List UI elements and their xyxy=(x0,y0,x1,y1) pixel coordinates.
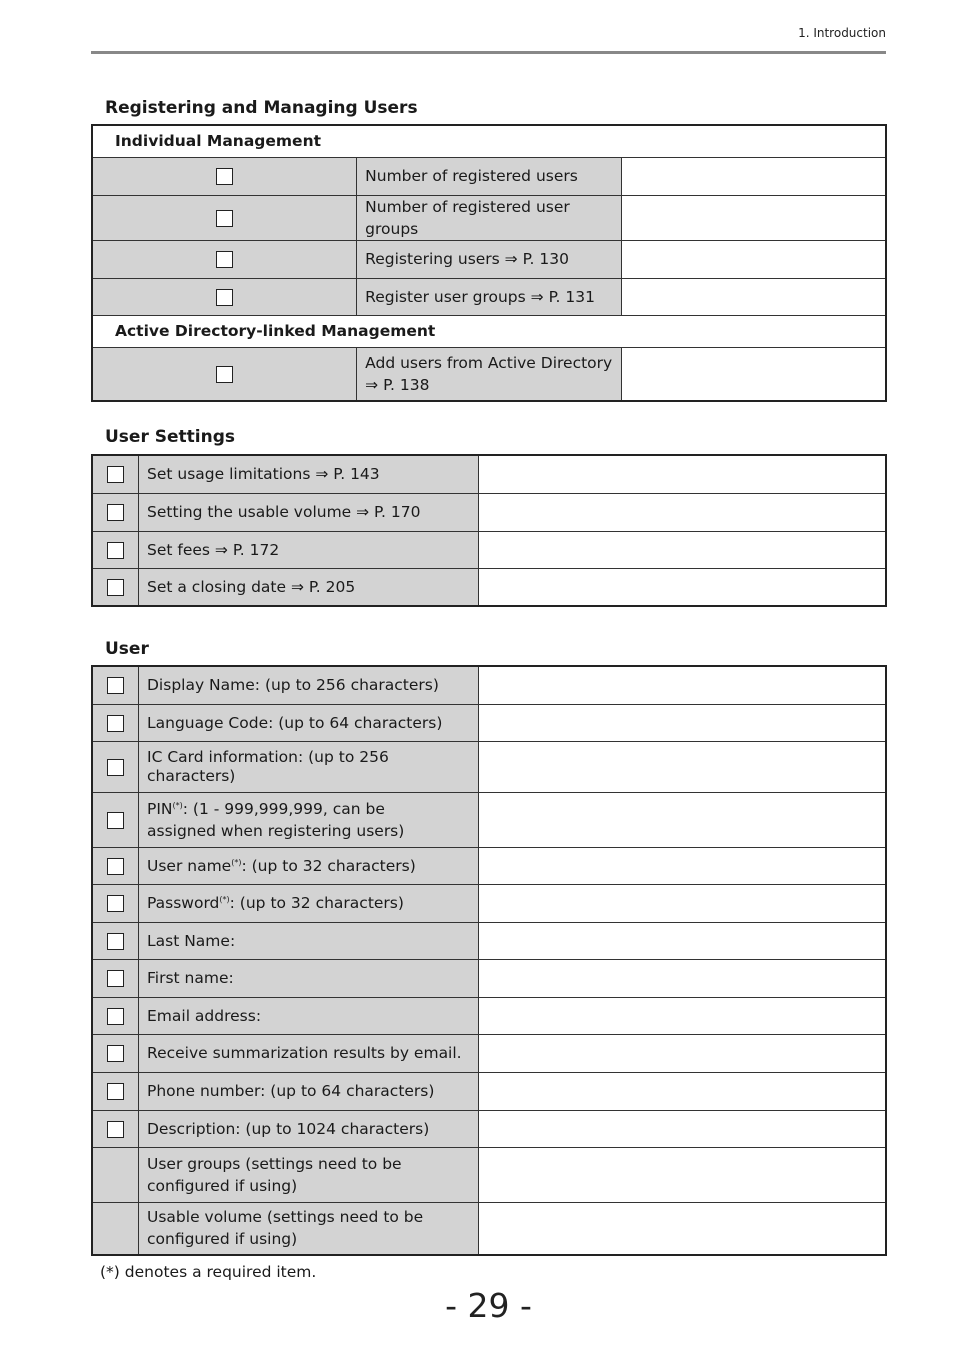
value-field[interactable] xyxy=(479,792,887,847)
value-field[interactable] xyxy=(479,531,887,568)
value-field[interactable] xyxy=(479,741,887,792)
table-row xyxy=(92,455,886,493)
checkbox[interactable] xyxy=(107,1045,124,1062)
value-field[interactable] xyxy=(621,240,886,278)
table-row xyxy=(92,568,886,606)
section-title-user: User xyxy=(105,639,149,659)
table-row xyxy=(92,922,886,959)
registering-table xyxy=(91,124,887,402)
table-row xyxy=(92,997,886,1034)
row-label: IC Card information: (up to 256 characters) xyxy=(139,741,479,792)
checkbox[interactable] xyxy=(107,895,124,912)
row-label: Number of registered users xyxy=(357,157,622,195)
chapter-header: 1. Introduction xyxy=(798,26,886,40)
checkbox[interactable] xyxy=(216,251,233,268)
value-field[interactable] xyxy=(479,997,887,1034)
table-row xyxy=(92,195,886,240)
checkbox[interactable] xyxy=(216,366,233,383)
checkbox[interactable] xyxy=(107,542,124,559)
checkbox[interactable] xyxy=(107,677,124,694)
row-label: Number of registered user groups xyxy=(357,195,622,240)
value-field[interactable] xyxy=(479,1072,887,1110)
row-label: Phone number: (up to 64 characters) xyxy=(139,1072,479,1110)
row-label: Set a closing date ⇒ P. 205 xyxy=(139,568,479,606)
ad-management-heading: Active Directory-linked Management xyxy=(92,315,886,347)
table-row xyxy=(92,666,886,704)
row-label: Register user groups ⇒ P. 131 xyxy=(357,278,622,315)
row-label: Last Name: xyxy=(139,922,479,959)
row-label: Receive summarization results by email. xyxy=(139,1034,479,1072)
row-label: Password(*): (up to 32 characters) xyxy=(139,884,479,922)
page-number: - 29 - xyxy=(445,1286,532,1325)
value-field[interactable] xyxy=(479,568,887,606)
checkbox[interactable] xyxy=(216,289,233,306)
table-row xyxy=(92,1202,886,1255)
required-mark: (*) xyxy=(231,857,242,867)
row-label: Setting the usable volume ⇒ P. 170 xyxy=(139,493,479,531)
required-mark: (*) xyxy=(172,800,183,810)
value-field[interactable] xyxy=(621,278,886,315)
value-field[interactable] xyxy=(479,1110,887,1147)
checkbox[interactable] xyxy=(107,1008,124,1025)
value-field[interactable] xyxy=(479,493,887,531)
checkbox[interactable] xyxy=(107,1083,124,1100)
value-field[interactable] xyxy=(479,1147,887,1202)
table-row xyxy=(92,347,886,401)
table-row xyxy=(92,531,886,568)
row-label: Language Code: (up to 64 characters) xyxy=(139,704,479,741)
checkbox[interactable] xyxy=(107,715,124,732)
row-label: User groups (settings need to be configured if using) xyxy=(139,1147,479,1202)
checkbox[interactable] xyxy=(107,579,124,596)
table-row xyxy=(92,1072,886,1110)
user-table xyxy=(91,665,887,1256)
checkbox[interactable] xyxy=(107,933,124,950)
table-row xyxy=(92,278,886,315)
value-field[interactable] xyxy=(621,195,886,240)
table-row xyxy=(92,847,886,884)
value-field[interactable] xyxy=(479,455,887,493)
value-field[interactable] xyxy=(621,347,886,401)
row-label: First name: xyxy=(139,959,479,997)
row-label: Set usage limitations ⇒ P. 143 xyxy=(139,455,479,493)
table-row xyxy=(92,1034,886,1072)
checkbox[interactable] xyxy=(107,504,124,521)
table-row xyxy=(92,493,886,531)
checkbox[interactable] xyxy=(107,466,124,483)
value-field[interactable] xyxy=(479,959,887,997)
table-row xyxy=(92,959,886,997)
value-field[interactable] xyxy=(621,157,886,195)
table-row xyxy=(92,157,886,195)
value-field[interactable] xyxy=(479,1202,887,1255)
row-label: User name(*): (up to 32 characters) xyxy=(139,847,479,884)
table-row xyxy=(92,240,886,278)
table-row xyxy=(92,741,886,792)
user-settings-table xyxy=(91,454,887,607)
table-row xyxy=(92,1110,886,1147)
section-title-registering: Registering and Managing Users xyxy=(105,98,418,118)
row-label: Description: (up to 1024 characters) xyxy=(139,1110,479,1147)
row-label: Email address: xyxy=(139,997,479,1034)
checkbox[interactable] xyxy=(216,168,233,185)
row-label: Registering users ⇒ P. 130 xyxy=(357,240,622,278)
table-row xyxy=(92,884,886,922)
value-field[interactable] xyxy=(479,922,887,959)
checkbox[interactable] xyxy=(107,858,124,875)
required-mark: (*) xyxy=(219,894,230,904)
row-label: Add users from Active Directory ⇒ P. 138 xyxy=(357,347,622,401)
individual-management-heading: Individual Management xyxy=(92,125,886,157)
checkbox[interactable] xyxy=(107,970,124,987)
value-field[interactable] xyxy=(479,847,887,884)
checkbox[interactable] xyxy=(216,210,233,227)
value-field[interactable] xyxy=(479,1034,887,1072)
required-footnote: (*) denotes a required item. xyxy=(100,1263,317,1281)
value-field[interactable] xyxy=(479,704,887,741)
checkbox[interactable] xyxy=(107,812,124,829)
header-divider xyxy=(91,51,886,54)
checkbox[interactable] xyxy=(107,759,124,776)
row-label: Display Name: (up to 256 characters) xyxy=(139,666,479,704)
value-field[interactable] xyxy=(479,666,887,704)
checkbox[interactable] xyxy=(107,1121,124,1138)
value-field[interactable] xyxy=(479,884,887,922)
table-row xyxy=(92,1147,886,1202)
row-label: Set fees ⇒ P. 172 xyxy=(139,531,479,568)
table-row xyxy=(92,704,886,741)
table-row xyxy=(92,792,886,847)
section-title-user-settings: User Settings xyxy=(105,427,235,447)
row-label: PIN(*): (1 - 999,999,999, can be assigned when registering users) xyxy=(139,792,479,847)
row-label: Usable volume (settings need to be configured if using) xyxy=(139,1202,479,1255)
